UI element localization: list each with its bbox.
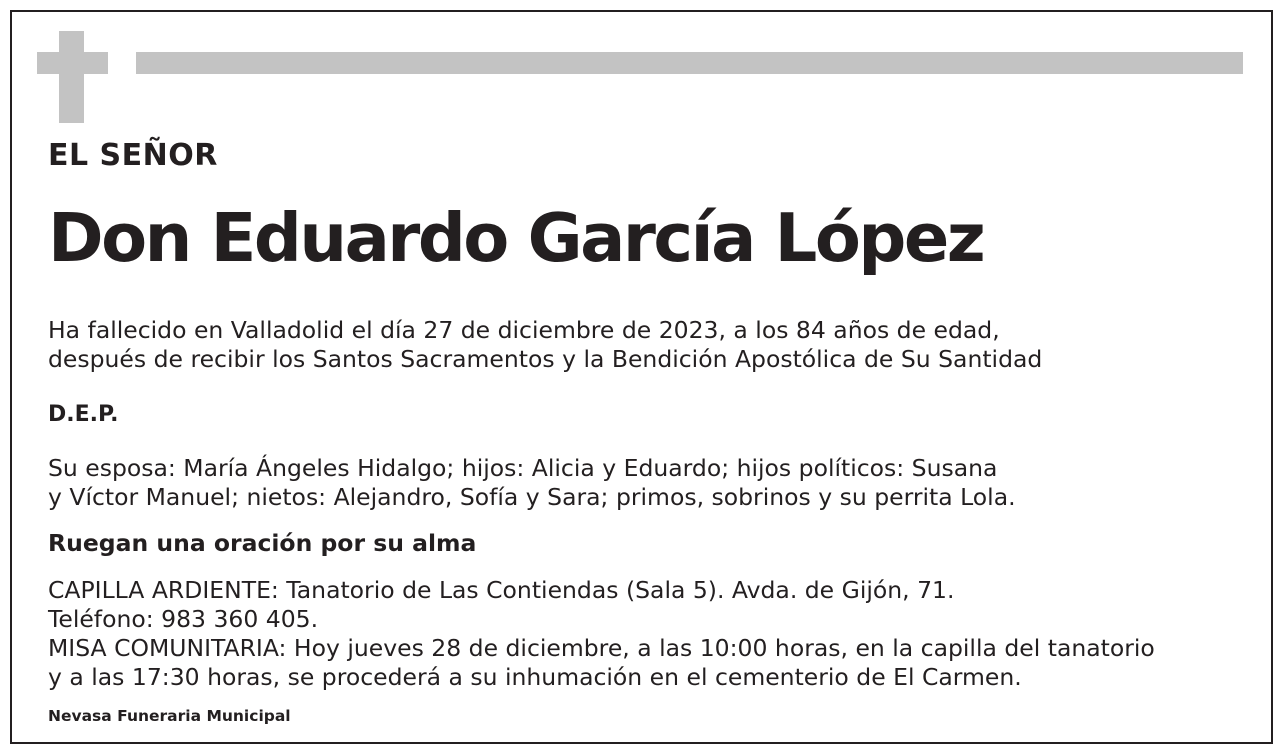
announcement-line: Ha fallecido en Valladolid el día 27 de diciembre de 2023, a los 84 años de edad,: [48, 316, 1000, 344]
chapel-line: CAPILLA ARDIENTE: Tanatorio de Las Contiendas (Sala 5). Avda. de Gijón, 71.: [48, 576, 955, 604]
family-list: [48, 454, 1016, 512]
service-details: [48, 576, 1155, 692]
cross-vertical-bar: [59, 31, 84, 123]
announcement-line: después de recibir los Santos Sacramentos y la Bendición Apostólica de Su Santidad: [48, 345, 1043, 373]
mass-line: MISA COMUNITARIA: Hoy jueves 28 de diciembre, a las 10:00 horas, en la capilla del tanatorio: [48, 634, 1155, 662]
cross-horizontal-bar: [37, 52, 108, 74]
death-announcement: [48, 316, 1042, 374]
honorific-prefix: EL SEÑOR: [48, 138, 218, 173]
family-line: Su esposa: María Ángeles Hidalgo; hijos: Alicia y Eduardo; hijos políticos: Susana: [48, 454, 998, 482]
prayer-request: Ruegan una oración por su alma: [48, 529, 477, 557]
phone-line: Teléfono: 983 360 405.: [48, 605, 319, 633]
family-line: y Víctor Manuel; nietos: Alejandro, Sofía y Sara; primos, sobrinos y su perrita Lola.: [48, 483, 1016, 511]
burial-line: y a las 17:30 horas, se procederá a su inhumación en el cementerio de El Carmen.: [48, 663, 1022, 691]
funeral-home-credit: Nevasa Funeraria Municipal: [48, 707, 291, 725]
rip-label: D.E.P.: [48, 402, 119, 427]
deceased-name: Don Eduardo García López: [48, 199, 984, 277]
header-rule: [136, 52, 1243, 74]
